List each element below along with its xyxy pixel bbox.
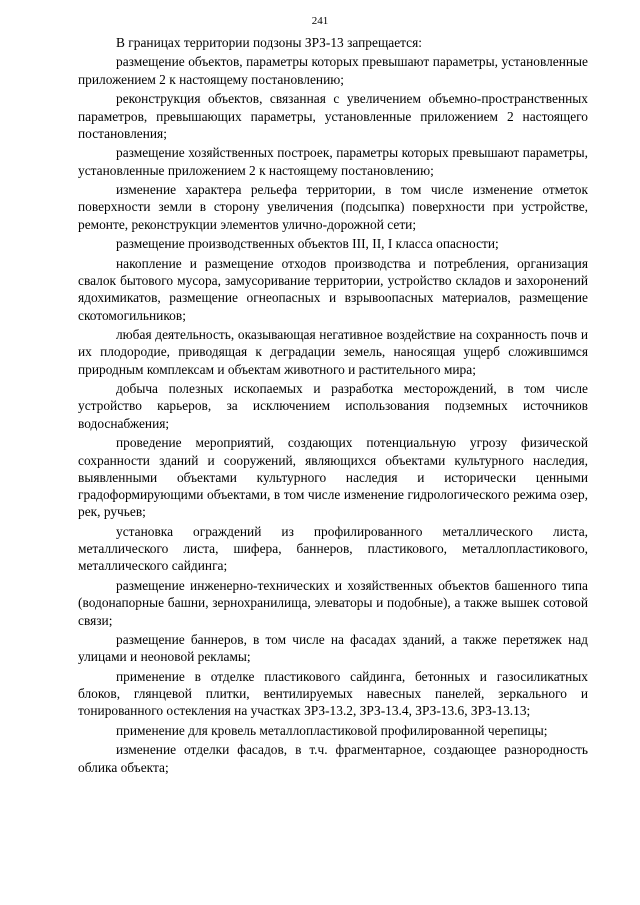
prohibition-item: размещение инженерно-технических и хозяйственных объектов башенного типа (водонапорные башни, зернохранилища, элеваторы и подобные), а также вышек сотовой связи; xyxy=(78,577,588,628)
prohibition-item: размещение баннеров, в том числе на фасадах зданий, а также перетяжек над улицами и неоновой рекламы; xyxy=(78,632,588,665)
prohibition-item: установка ограждений из профилированного металлического листа, металлического листа, шифера, баннеров, пластикового, металлопластикового, металлического сайдинга; xyxy=(78,523,588,574)
prohibition-item: размещение хозяйственных построек, параметры которых превышают параметры, установленные приложением 2 к настоящему постановлению; xyxy=(78,145,588,178)
prohibition-item: изменение характера рельефа территории, в том числе изменение отметок поверхности земли в сторону увеличения (подсыпка) поверхности при устройстве, ремонте, реконструкции элементов улично-дорожной сети; xyxy=(78,182,588,232)
prohibition-item: изменение отделки фасадов, в т.ч. фрагментарное, создающее разнородность облика объекта; xyxy=(78,742,588,775)
prohibition-item: применение в отделке пластикового сайдинга, бетонных и газосиликатных блоков, глянцевой плитки, вентилируемых навесных панелей, зеркального и тонированного остекления на участках ЗРЗ-13.2, ЗРЗ-13.4, ЗРЗ-13.6, ЗРЗ-13.13; xyxy=(78,668,588,719)
intro-paragraph: В границах территории подзоны ЗРЗ-13 запрещается: xyxy=(116,35,422,50)
prohibition-item: размещение производственных объектов III, II, I класса опасности; xyxy=(116,236,499,252)
prohibition-item: применение для кровель металлопластиковой профилированной черепицы; xyxy=(116,722,548,738)
document-body xyxy=(78,34,588,778)
prohibition-item: накопление и размещение отходов производства и потребления, организация свалок бытового мусора, замусоривание территории, устройство складов и захоронений ядохимикатов, размещение огнеопасных и взрывоопасных материалов, размещение скотомогильников; xyxy=(78,255,588,323)
prohibition-item: добыча полезных ископаемых и разработка месторождений, в том числе устройство карьеров, за исключением использования подземных источников водоснабжения; xyxy=(78,381,588,431)
prohibition-item: любая деятельность, оказывающая негативное воздействие на сохранность почв и их плодородие, приводящая к деградации земель, наносящая ущерб сложившимся природным комплексам и объектам животного и растительного мира; xyxy=(78,327,588,377)
prohibition-item: реконструкция объектов, связанная с увеличением объемно-пространственных параметров, превышающих параметры, установленные приложением 2 настоящего постановления; xyxy=(78,91,588,141)
prohibition-item: размещение объектов, параметры которых превышают параметры, установленные приложением 2 к настоящему постановлению; xyxy=(78,54,588,87)
prohibition-item: проведение мероприятий, создающих потенциальную угрозу физической сохранности зданий и сооружений, являющихся объектами культурного наследия, выявленными объектами культурного наследия и исторически ценными градоформирующими объектами, в том числе изменение гидрологического режима озер, рек, ручьев; xyxy=(78,435,588,520)
page-number: 241 xyxy=(311,15,329,27)
